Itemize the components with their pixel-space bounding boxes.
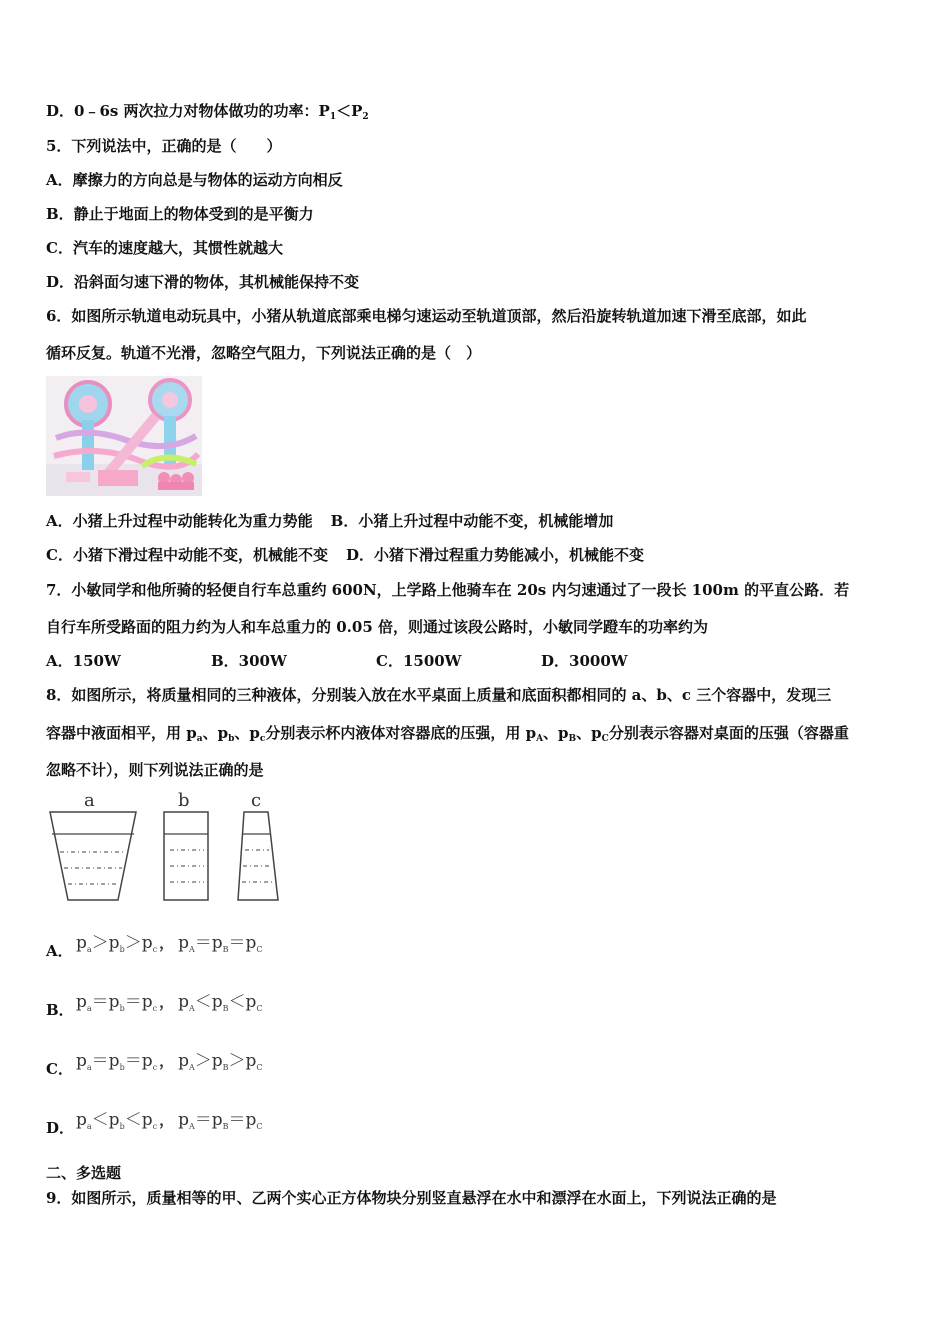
q6-option-c: C．小猪下滑过程中动能不变，机械能不变	[46, 546, 328, 564]
q5-option-d: D．沿斜面匀速下滑的物体，其机械能保持不变	[46, 273, 360, 291]
q9-stem: 9．如图所示，质量相等的甲、乙两个实心正方体物块分别竖直悬浮在水中和漂浮在水面上，下列说法正确的是	[46, 1189, 777, 1207]
q5-stem: 5．下列说法中，正确的是（ ）	[46, 137, 282, 155]
q7-option-c: C．1500W	[376, 652, 462, 670]
q8-stem-line3: 忽略不计），则下列说法正确的是	[46, 761, 264, 779]
q5-option-a: A．摩擦力的方向总是与物体的运动方向相反	[46, 171, 343, 189]
q5-option-b: B．静止于地面上的物体受到的是平衡力	[46, 205, 314, 223]
q8-option-c-expr: $p_a=p_b=p_c$ ， $p_A>p_B>p_C$	[76, 1051, 263, 1072]
container-b-label: b	[178, 790, 190, 811]
q8-option-b-label: B．	[46, 1001, 74, 1019]
q6-option-b: B．小猪上升过程中动能不变，机械能增加	[330, 512, 614, 530]
q7-option-a: A．150W	[46, 652, 121, 670]
q6-option-a: A．小猪上升过程中动能转化为重力势能	[46, 512, 313, 530]
q8-option-a-expr: $p_a>p_b>p_c$ ， $p_A=p_B=p_C$	[76, 933, 263, 954]
q8-option-d-expr: $p_a<p_b<p_c$ ， $p_A=p_B=p_C$	[76, 1110, 263, 1131]
toy-track-photo	[46, 376, 202, 496]
q7-option-b: B．300W	[211, 652, 287, 670]
q6-options-row2	[46, 545, 644, 565]
q8-stem-line2: 容器中液面相平，用 $p_a$、$p_b$、$p_c$分别表示杯内液体对容器底的压强，用 $p_A$、$p_B$、$p_C$分别表示容器对桌面的压强（容器重	[46, 724, 849, 744]
container-c-label: c	[251, 790, 262, 811]
q8-option-a-label: A．	[46, 942, 73, 960]
q8-stem-line1: 8．如图所示，将质量相同的三种液体，分别装入放在水平桌面上质量和底面积都相同的 a、b、c 三个容器中，发现三	[46, 686, 832, 704]
section-title: 二、多选题	[46, 1164, 122, 1182]
q8-option-d-label: D．	[46, 1119, 75, 1137]
q7-stem-line1: 7．小敏同学和他所骑的轻便自行车总重约 600N，上学路上他骑车在 20s 内匀速通过了一段长 100m 的平直公路．若	[46, 581, 850, 599]
container-a-label: a	[84, 790, 95, 811]
q7-stem-line2: 自行车所受路面的阻力约为人和车总重力的 0.05 倍，则通过该段公路时，小敏同学蹬车的功率约为	[46, 618, 708, 636]
q6-stem-line1: 6．如图所示轨道电动玩具中，小猪从轨道底部乘电梯匀速运动至轨道顶部，然后沿旋转轨道加速下滑至底部，如此	[46, 307, 807, 325]
q4-option-d: D．0﹣6s 两次拉力对物体做功的功率：$P_1<P_2$	[46, 102, 369, 122]
q8-option-b-expr: $p_a=p_b=p_c$ ， $p_A<p_B<p_C$	[76, 992, 263, 1013]
q7-options	[46, 651, 628, 671]
q6-options-row1	[46, 511, 613, 531]
q8-option-c-label: C．	[46, 1060, 73, 1078]
containers-figure	[46, 790, 286, 906]
q6-option-d: D．小猪下滑过程重力势能减小，机械能不变	[345, 546, 644, 564]
q5-option-c: C．汽车的速度越大，其惯性就越大	[46, 239, 283, 257]
q6-stem-line2: 循环反复。轨道不光滑，忽略空气阻力，下列说法正确的是（ ）	[46, 344, 482, 362]
q7-option-d: D．3000W	[541, 652, 628, 670]
